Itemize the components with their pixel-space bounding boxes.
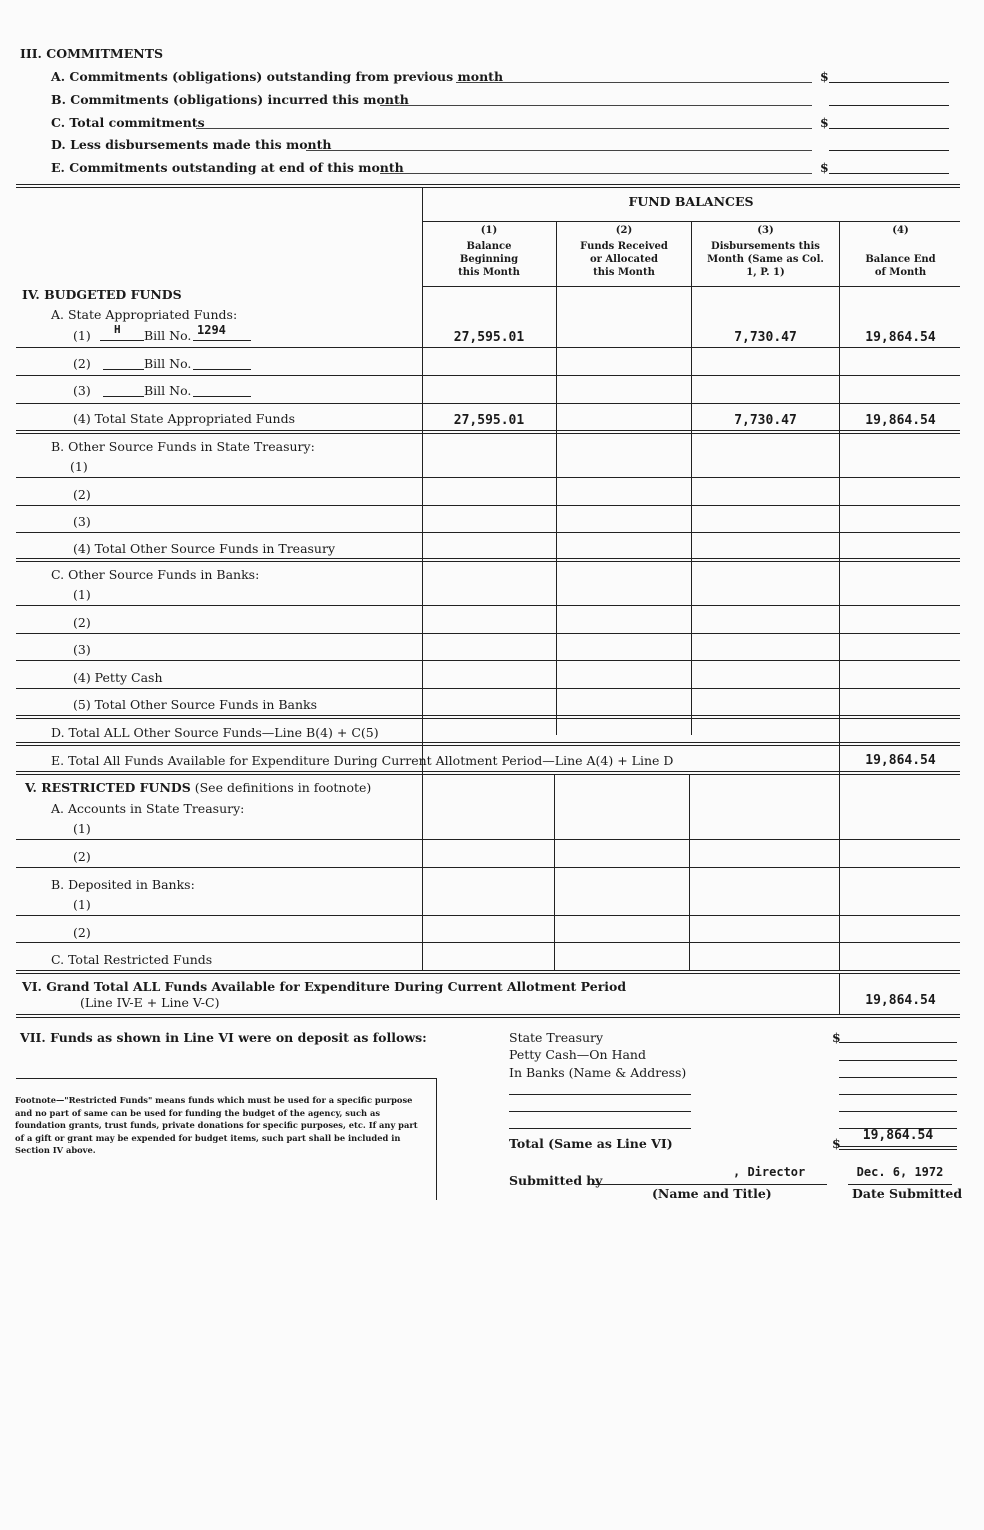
in-banks-field[interactable] [839,1077,957,1078]
deposit-heading: VII. Funds as shown in Line VI were on deposit as follows: [20,1030,427,1045]
commitment-line-a: A. Commitments (obligations) outstanding from previous month [51,69,504,84]
section-divider [16,715,960,719]
other-source-treasury-heading: B. Other Source Funds in State Treasury: [51,439,315,454]
grand-total-label: VI. Grand Total ALL Funds Available for Expenditure During Current Allotment Period [22,979,627,994]
restricted-heading-row [25,780,371,795]
commitment-c-field[interactable] [829,128,949,129]
row-rule [16,915,960,916]
fund-balances-title: FUND BALANCES [628,194,754,209]
grand-total-sub: (Line IV-E + Line V-C) [80,995,220,1010]
a4-disbursements: 7,730.47 [734,413,797,428]
commitment-e-field[interactable] [829,173,949,174]
deposit-total-label: Total (Same as Line VI) [509,1136,673,1151]
row-rule [16,688,960,689]
petty-cash-field[interactable] [839,1060,957,1061]
total-available-label: E. Total All Funds Available for Expenditure During Current Allotment Period—Line A(4) + Line D [51,753,674,768]
section-divider [16,1014,960,1018]
bank-name-line-3[interactable] [509,1128,691,1129]
a2-bill-field[interactable] [193,369,251,370]
restricted-banks-heading: B. Deposited in Banks: [51,877,195,892]
deposit-total-rule [839,1146,957,1147]
column-3-header [693,224,838,279]
column-2-label: Funds Received or Allocated this Month [580,241,668,278]
c1-label: (1) [73,587,91,602]
commitment-e-leader [380,173,812,174]
col-divider-3 [839,221,840,970]
a3-bill-field[interactable] [193,396,251,397]
c2-label: (2) [73,615,91,630]
column-2-header [558,224,690,279]
commitment-c-leader [196,128,812,129]
a1-letter: H [114,323,121,336]
section-divider [16,430,960,434]
row-rule [16,532,960,533]
petty-cash-label: (4) Petty Cash [73,670,163,685]
restricted-col-divider-1 [554,775,555,970]
a2-bill-label: Bill No. [144,356,192,371]
date-submitted-caption: Date Submitted [852,1186,963,1201]
row-rule [16,839,960,840]
a3-prefix: (3) [73,383,91,398]
row-rule [16,660,960,661]
section-divider [16,970,960,974]
commitment-a-leader [456,82,812,83]
commitment-line-d: D. Less disbursements made this month [51,137,332,152]
commitment-d-leader [306,150,812,151]
footnote-text: Footnote—"Restricted Funds" means funds which must be used for a specific purpose and no part of same can be used for funding the budget of the agency, such as foundation grants, trust funds, private donations for specific purposes, etc. If any part of a gift or grant may be expended for budget items, such part shall be included in Section IV above. [15,1095,418,1155]
state-appropriated-heading: A. State Appropriated Funds: [51,307,238,322]
row-rule [16,375,960,376]
a2-prefix: (2) [73,356,91,371]
bank-name-line-1[interactable] [509,1094,691,1095]
other-source-banks-heading: C. Other Source Funds in Banks: [51,567,260,582]
section-divider [16,558,960,562]
total-all-other-label: D. Total ALL Other Source Funds—Line B(4) + C(5) [51,725,379,740]
column-1-header [424,224,554,279]
section-divider [16,184,960,188]
commitment-a-dollar: $ [820,69,829,84]
deposit-total-value: 19,864.54 [862,1128,934,1143]
restricted-heading-note: (See definitions in footnote) [194,780,372,795]
column-4-number: (4) [892,225,909,236]
a4-balance-end: 19,864.54 [865,413,936,428]
commitment-b-field[interactable] [829,105,949,106]
a3-bill-label: Bill No. [144,383,192,398]
total-other-banks-label: (5) Total Other Source Funds in Banks [73,697,318,712]
restricted-b1-label: (1) [73,897,91,912]
commitment-d-field[interactable] [829,150,949,151]
footnote-box-top [16,1078,436,1079]
a4-balance-beginning: 27,595.01 [453,413,525,428]
a1-disbursements: 7,730.47 [734,330,797,345]
date-submitted-field[interactable] [848,1184,952,1185]
grand-total-col-divider [839,974,840,1014]
date-submitted-value: Dec. 6, 1972 [856,1165,944,1179]
a1-bill-label: Bill No. [144,328,192,343]
a1-letter-field[interactable] [100,340,144,341]
row-rule [16,605,960,606]
petty-cash-on-hand-label: Petty Cash—On Hand [509,1047,646,1062]
commitment-a-field[interactable] [829,82,949,83]
column-4-label: Balance End of Month [865,254,936,278]
column-1-number: (1) [480,225,498,236]
section-divider [16,742,960,746]
row-rule [16,633,960,634]
row-rule [16,942,960,943]
submitted-by-label: Submitted by [509,1173,603,1188]
state-treasury-field[interactable] [839,1042,957,1043]
b3-label: (3) [73,514,91,529]
a1-balance-beginning: 27,595.01 [453,330,525,345]
c3-label: (3) [73,642,91,657]
total-state-appropriated-label: (4) Total State Appropriated Funds [73,411,295,426]
row-rule [16,347,960,348]
a1-balance-end: 19,864.54 [865,330,936,345]
col-divider-1 [556,221,557,735]
column-2-number: (2) [615,225,633,236]
in-banks-label: In Banks (Name & Address) [509,1065,687,1080]
a1-prefix: (1) [73,328,91,343]
footnote-box-right [436,1078,437,1200]
commitment-b-leader [380,105,812,106]
grand-total-value: 19,864.54 [865,993,936,1008]
submitted-by-field[interactable] [592,1184,827,1185]
col-divider-2 [691,221,692,735]
total-restricted-label: C. Total Restricted Funds [51,952,213,967]
deposit-total-rule-2 [839,1149,957,1150]
table-left-border [422,188,423,970]
deposit-total-dollar: $ [832,1136,841,1151]
column-3-label: Disbursements this Month (Same as Col. 1, P. 1) [707,241,824,278]
a3-letter-field[interactable] [103,396,144,397]
bank-amount-2[interactable] [839,1111,957,1112]
a2-letter-field[interactable] [103,369,144,370]
a1-bill-field[interactable] [193,340,251,341]
column-4-header [841,224,960,279]
restricted-a2-label: (2) [73,849,91,864]
state-treasury-dollar: $ [832,1030,841,1045]
director-title: , Director [733,1165,806,1179]
b1-label: (1) [70,459,88,474]
commitment-c-dollar: $ [820,115,829,130]
restricted-b2-label: (2) [73,925,91,940]
bank-amount-1[interactable] [839,1094,957,1095]
commitment-e-dollar: $ [820,160,829,175]
bank-name-line-2[interactable] [509,1111,691,1112]
header-bottom-rule [422,286,960,287]
row-rule [16,867,960,868]
restricted-a1-label: (1) [73,821,91,836]
restricted-treasury-heading: A. Accounts in State Treasury: [51,801,245,816]
budgeted-heading: IV. BUDGETED FUNDS [22,287,182,302]
total-other-treasury-label: (4) Total Other Source Funds in Treasury [73,541,336,556]
commitment-line-b: B. Commitments (obligations) incurred this month [51,92,409,107]
commitments-heading: III. COMMITMENTS [20,46,164,61]
restricted-heading: V. RESTRICTED FUNDS [25,780,191,795]
column-3-number: (3) [757,225,774,236]
total-available-value: 19,864.54 [865,753,936,768]
state-treasury-label: State Treasury [509,1030,604,1045]
row-rule [16,505,960,506]
commitment-line-e: E. Commitments outstanding at end of this month [51,160,404,175]
section-divider [16,771,960,775]
name-title-caption: (Name and Title) [652,1186,772,1201]
commitment-line-c: C. Total commitments [51,115,205,130]
restricted-col-divider-2 [689,775,690,970]
b2-label: (2) [73,487,91,502]
column-1-label: Balance Beginning this Month [458,241,520,278]
row-rule [16,403,960,404]
a1-bill-number: 1294 [197,323,226,337]
row-rule [16,477,960,478]
